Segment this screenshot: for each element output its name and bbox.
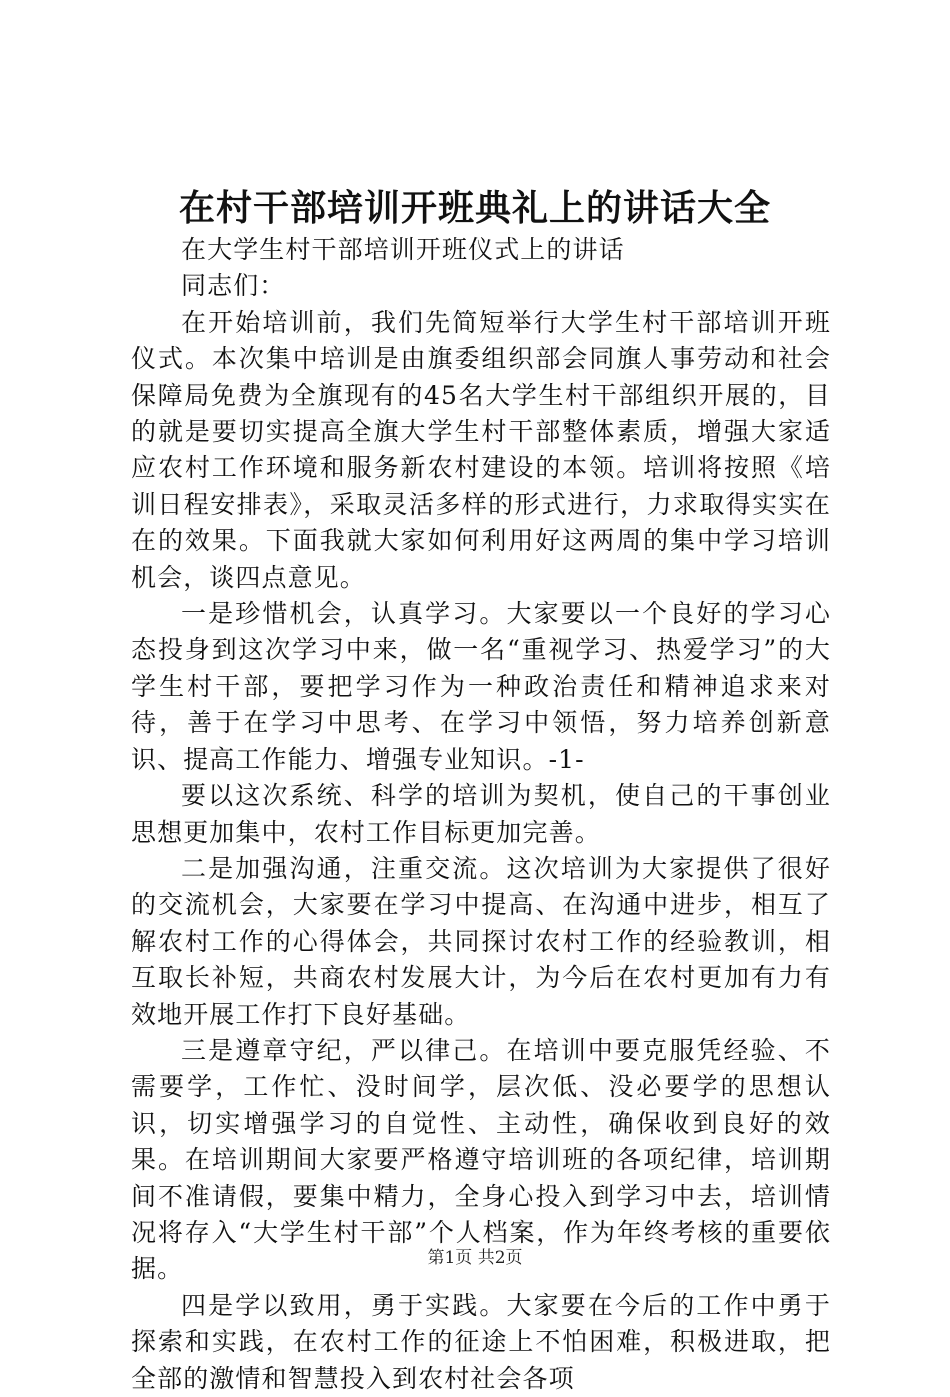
paragraph-point-four: 四是学以致用，勇于实践。大家要在今后的工作中勇于探索和实践，在农村工作的征途上不怕困难，积极进取，把全部的激情和智慧投入到农村社会各项	[131, 1290, 831, 1393]
page-number-footer: 第1页 共2页	[427, 1248, 523, 1268]
paragraph-point-three: 三是遵章守纪，严以律己。在培训中要克服凭经验、不需要学，工作忙、没时间学，层次低、没必要学的思想认识，切实增强学习的自觉性、主动性，确保收到良好的效果。在培训期间大家要严格遵守培训班的各项纪律，培训期间不准请假，要集中精力，全身心投入到学习中去，培训情况将存入“大学生村干部”个人档案，作为年终考核的重要依据。	[131, 1035, 831, 1284]
paragraph-point-one: 一是珍惜机会，认真学习。大家要以一个良好的学习心态投身到这次学习中来，做一名“重视学习、热爱学习”的大学生村干部，要把学习作为一种政治责任和精神追求来对待，善于在学习中思考、在学习中领悟，努力培养创新意识、提高工作能力、增强专业知识。-1-	[131, 599, 831, 774]
paragraph-intro: 在开始培训前，我们先简短举行大学生村干部培训开班仪式。本次集中培训是由旗委组织部会同旗人事劳动和社会保障局免费为全旗现有的45名大学生村干部组织开展的，目的就是要切实提高全旗大学生村干部整体素质，增强大家适应农村工作环境和服务新农村建设的本领。培训将按照《培训日程安排表》，采取灵活多样的形式进行，力求取得实实在在的效果。下面我就大家如何利用好这两周的集中学习培训机会，谈四点意见。	[131, 307, 831, 592]
paragraph-point-two: 二是加强沟通，注重交流。这次培训为大家提供了很好的交流机会，大家要在学习中提高、在沟通中进步，相互了解农村工作的心得体会，共同探讨农村工作的经验教训，相互取长补短，共商农村发展大计，为今后在农村更加有力有效地开展工作打下良好基础。	[131, 853, 831, 1029]
speech-subtitle: 在大学生村干部培训开班仪式上的讲话	[181, 235, 625, 264]
document-title: 在村干部培训开班典礼上的讲话大全	[178, 187, 771, 229]
paragraph-point-one-continued: 要以这次系统、科学的培训为契机，使自己的干事创业思想更加集中，农村工作目标更加完善。	[131, 781, 831, 847]
salutation: 同志们：	[181, 271, 286, 301]
document-body	[131, 232, 831, 1397]
